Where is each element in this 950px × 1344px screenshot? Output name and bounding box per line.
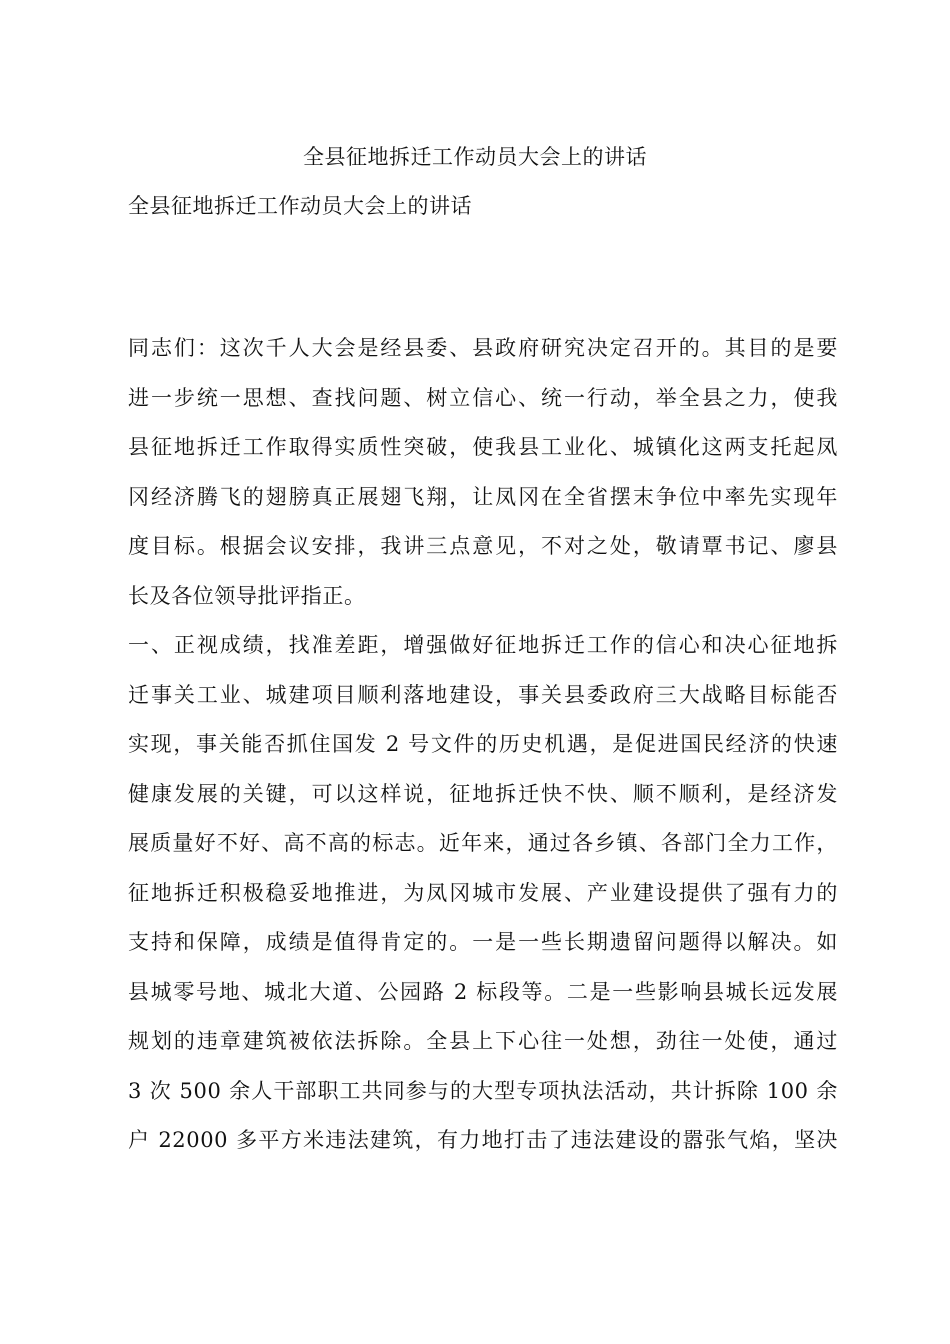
body-line: 度目标。根据会议安排，我讲三点意见，不对之处，敬请覃书记、廖县 [128,534,838,558]
body-line: 一、正视成绩，找准差距，增强做好征地拆迁工作的信心和决心征地拆 [128,633,838,657]
document-title: 全县征地拆迁工作动员大会上的讲话 [303,145,647,169]
body-line: 征地拆迁积极稳妥地推进，为凤冈城市发展、产业建设提供了强有力的 [128,880,838,905]
document-body [128,330,838,1172]
body-line: 县征地拆迁工作取得实质性突破，使我县工业化、城镇化这两支托起凤 [128,435,838,459]
body-line: 3 次 500 余人干部职工共同参与的大型专项执法活动，共计拆除 100 余 [128,1078,838,1103]
body-line: 进一步统一思想、查找问题、树立信心、统一行动，举全县之力，使我 [128,385,838,410]
document-subtitle: 全县征地拆迁工作动员大会上的讲话 [128,194,472,218]
body-line: 同志们：这次千人大会是经县委、县政府研究决定召开的。其目的是要 [128,336,838,360]
body-line: 县城零号地、城北大道、公园路 2 标段等。二是一些影响县城长远发展 [128,979,838,1004]
body-line: 规划的违章建筑被依法拆除。全县上下心往一处想，劲往一处使，通过 [128,1029,838,1053]
body-line: 冈经济腾飞的翅膀真正展翅飞翔，让凤冈在全省摆末争位中率先实现年 [128,484,838,509]
body-line: 支持和保障，成绩是值得肯定的。一是一些长期遗留问题得以解决。如 [128,930,838,954]
body-line: 健康发展的关键，可以这样说，征地拆迁快不快、顺不顺利，是经济发 [128,781,838,806]
body-line: 迁事关工业、城建项目顺利落地建设，事关县委政府三大战略目标能否 [128,682,838,707]
body-line: 长及各位领导批评指正。 [128,583,366,608]
body-line: 户 22000 多平方米违法建筑，有力地打击了违法建设的嚣张气焰，坚决 [128,1128,838,1152]
body-line: 实现，事关能否抓住国发 2 号文件的历史机遇，是促进国民经济的快速 [128,732,838,756]
body-line: 展质量好不好、高不高的标志。近年来，通过各乡镇、各部门全力工作， [128,831,838,855]
